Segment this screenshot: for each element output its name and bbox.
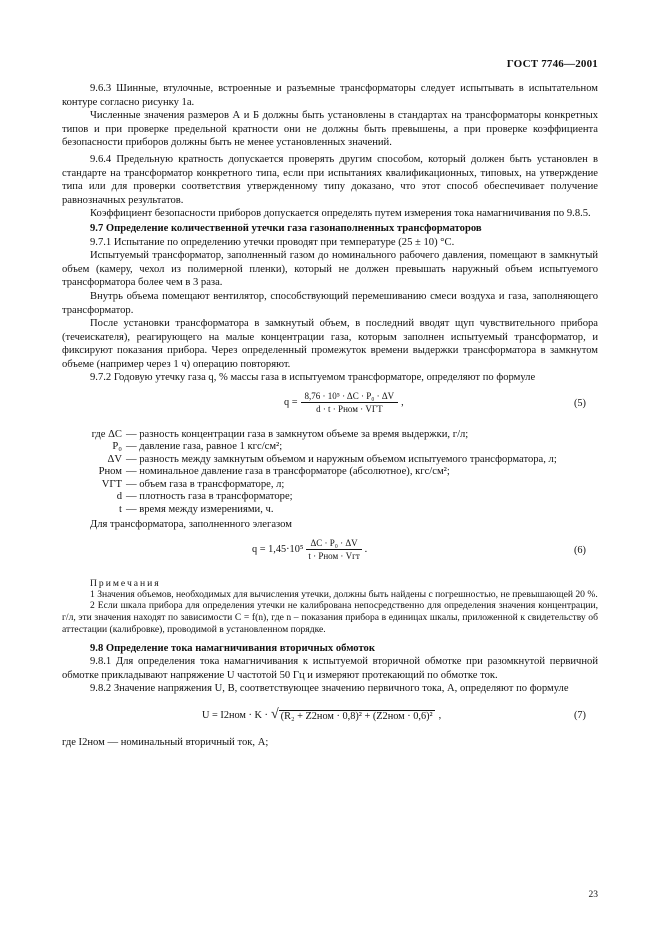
definition-row bbox=[62, 429, 598, 441]
formula-6-denominator: t · Pном · Vгт bbox=[308, 550, 360, 561]
formula-6-fraction bbox=[306, 538, 361, 561]
formula-6-number: (6) bbox=[573, 544, 586, 556]
section-heading-9-7: 9.7 Определение количественной утечки газа газонаполненных трансформаторов bbox=[90, 222, 482, 234]
formula-6 bbox=[62, 532, 598, 572]
definition-symbol: VГТ bbox=[101, 478, 122, 490]
definition-text: — номинальное давление газа в трансформаторе (абсолютное), кгс/см²; bbox=[126, 466, 450, 478]
definition-row bbox=[62, 454, 598, 466]
paragraph-9-7-2: 9.7.2 Годовую утечку газа q, % массы газа в испытуемом трансформаторе, определяют по формуле bbox=[90, 372, 536, 384]
paragraph-dimensions: Численные значения размеров А и Б должны быть установлены в стандартах на трансформаторы конкретных типов и при проверке предельной кратности они не должны быть превышены, а при проверке коэффициента безопасности приборов должны быть не менее установленных значений. bbox=[62, 110, 598, 149]
formula-5-number: (5) bbox=[573, 398, 586, 410]
definition-symbol: P₀ bbox=[112, 441, 122, 453]
paragraph-9-8-2: 9.8.2 Значение напряжения U, В, соответствующее значению первичного тока, А, определяют по формуле bbox=[90, 683, 569, 695]
formula-5-fraction bbox=[301, 391, 399, 414]
definition-row bbox=[62, 504, 598, 516]
definition-symbol: d bbox=[116, 491, 122, 503]
formula-7-lhs: U = I2ном · K · bbox=[202, 709, 268, 721]
paragraph-9-6-3: 9.6.3 Шинные, втулочные, встроенные и разъемные трансформаторы следует испытывать в испытательном контуре согласно рисунку 1а. bbox=[62, 83, 598, 108]
formula-7 bbox=[62, 696, 598, 736]
definition-text: — разность между замкнутым объемом и наружным объемом испытуемого трансформатора, л; bbox=[126, 453, 557, 465]
formula-5-tail: , bbox=[401, 397, 404, 409]
definition-symbol: t bbox=[119, 503, 122, 515]
definition-row bbox=[62, 466, 598, 478]
paragraph-9-7-1: 9.7.1 Испытание по определению утечки проводят при температуре (25 ± 10) °С. bbox=[90, 236, 455, 248]
paragraph-safety-factor: Коэффициент безопасности приборов допускается определять путем измерения тока намагничивания по 9.8.5. bbox=[90, 208, 591, 220]
paragraph-9-8-1: 9.8.1 Для определения тока намагничивания к испытуемой вторичной обмотке при разомкнутой первичной обмотке прикладывают напряжение U частотой 50 Гц и измеряют протекающий по обмотке ток. bbox=[62, 656, 598, 681]
variable-definitions bbox=[62, 429, 598, 516]
definition-text: — плотность газа в трансформаторе; bbox=[126, 491, 293, 503]
formula-6-lhs: q = 1,45·10⁵ bbox=[252, 543, 304, 555]
page-number: 23 bbox=[588, 890, 598, 900]
definition-row bbox=[62, 479, 598, 491]
paragraph-9-6-4: 9.6.4 Предельную кратность допускается проверять другим способом, который должен быть установлен в стандарте на трансформатор конкретного типа, если при испытаниях квалификационных, типовых, на утверждение типа или для проверки соответствия утвержденному типу доказано, что этот способ обеспечивает получение равнозначных результатов. bbox=[62, 153, 598, 206]
paragraph-fan: Внутрь объема помещают вентилятор, способствующий перемешиванию смеси воздуха и газа, заполняющего трансформатор. bbox=[62, 290, 598, 316]
formula-7-radicand: (R₂ + Z2ном · 0,8)² + (Z2ном · 0,6)² bbox=[280, 711, 433, 723]
formula-5 bbox=[62, 385, 598, 429]
sqrt-symbol: √ bbox=[270, 707, 279, 723]
formula-7-sqrt bbox=[271, 708, 435, 722]
paragraph-sf6: Для трансформатора, заполненного элегазом bbox=[90, 518, 292, 530]
formula-6-tail: . bbox=[364, 543, 368, 555]
note-2: 2 Если шкала прибора для определения утечки не калибрована непосредственно для определения значения концентрации, г/л, эти значения находят по зависимости C = f(n), где n – показания прибора в единицах шкалы, приложенной к свидетельству об аттестации (калибровке), проводимой в установленном порядке. bbox=[62, 600, 598, 635]
formula-5-lhs: q = bbox=[284, 397, 298, 409]
definition-row bbox=[62, 441, 598, 453]
definition-row bbox=[62, 491, 598, 503]
document-code-header: ГОСТ 7746—2001 bbox=[506, 58, 598, 70]
definition-text: — разность концентрации газа в замкнутом объеме за время выдержки, г/л; bbox=[126, 429, 469, 441]
notes-title: Примечания bbox=[90, 577, 161, 589]
definition-text: — объем газа в трансформаторе, л; bbox=[126, 478, 285, 490]
section-heading-9-8: 9.8 Определение тока намагничивания вторичных обмоток bbox=[90, 642, 375, 654]
paragraph-i2nom-definition: где I2ном — номинальный вторичный ток, А; bbox=[62, 737, 269, 749]
formula-7-tail: , bbox=[438, 709, 442, 721]
definition-symbol: где ΔC bbox=[91, 429, 122, 441]
page-body bbox=[62, 58, 598, 750]
definition-text: — время между измерениями, ч. bbox=[126, 503, 274, 515]
definition-symbol: Pном bbox=[98, 466, 122, 478]
note-1: 1 Значения объемов, необходимых для вычисления утечки, должны быть найдены с погрешностью, не превышающей 20 %. bbox=[90, 588, 598, 600]
paragraph-test-object: Испытуемый трансформатор, заполненный газом до номинального рабочего давления, помещают в замкнутый объем (камеру, чехол из полимерной пленки), который не должен превышать наружный объем испытуемого трансформатора более чем в 3 раза. bbox=[62, 250, 598, 289]
formula-5-denominator: d · t · Pном · VГТ bbox=[316, 404, 383, 415]
formula-5-numerator: 8,76 · 10⁵ · ΔC · P₀ · ΔV bbox=[301, 391, 399, 403]
formula-6-numerator: ΔC · P₀ · ΔV bbox=[306, 538, 361, 550]
paragraph-procedure: После установки трансформатора в замкнутый объем, в последний вводят щуп чувствительного прибора (течеискателя), реагирующего на малые концентрации газа, которым заполнен испытуемый трансформатор, и фиксируют показания прибора. Через определенный промежуток времени выдержки трансформатора в замкнутом объеме (например через 1 ч) операцию повторяют. bbox=[62, 318, 598, 370]
definition-text: — давление газа, равное 1 кгс/см²; bbox=[126, 441, 283, 453]
formula-7-number: (7) bbox=[573, 710, 586, 722]
definition-symbol: ΔV bbox=[107, 453, 122, 465]
